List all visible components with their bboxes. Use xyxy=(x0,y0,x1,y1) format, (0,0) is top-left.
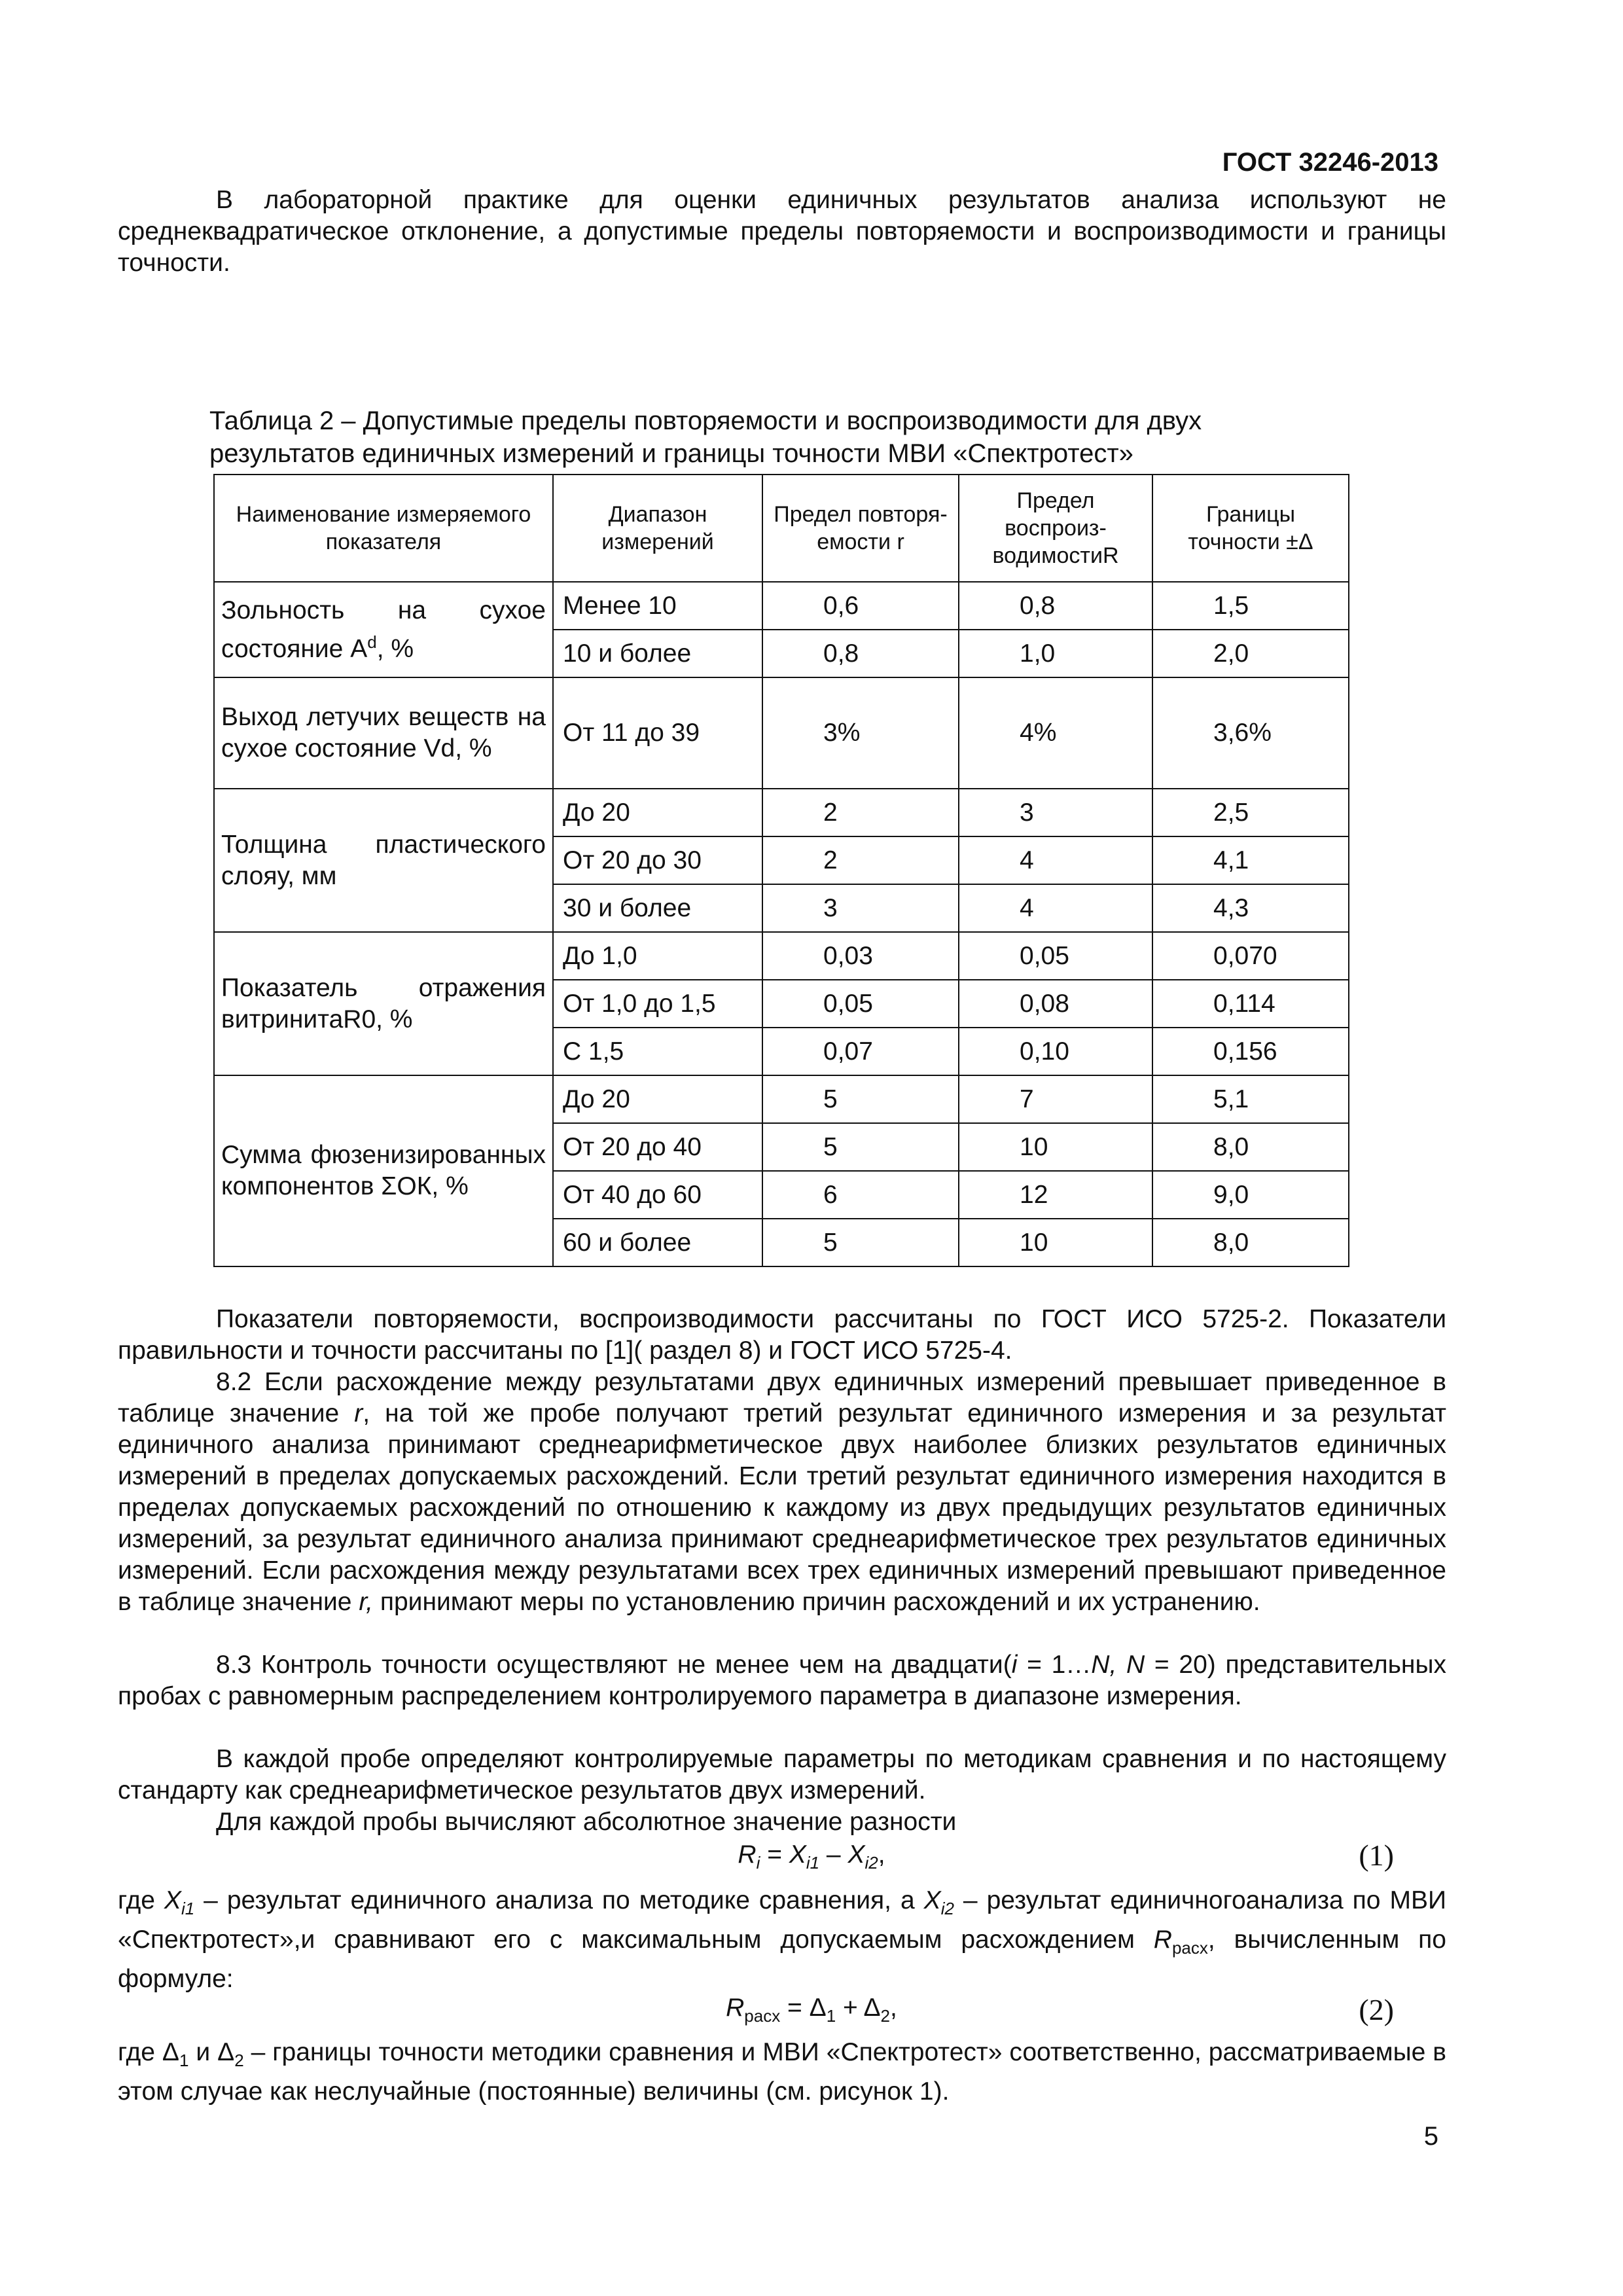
cell-r: 0,8 xyxy=(762,630,959,677)
row-name: Выход летучих веществ на сухое состояние Vd, % xyxy=(214,677,553,789)
cell-range: С 1,5 xyxy=(553,1028,762,1075)
cell-delta: 1,5 xyxy=(1152,582,1349,630)
cell-delta: 0,070 xyxy=(1152,932,1349,980)
row-name: Показатель отражения витринитаR0, % xyxy=(214,932,553,1075)
cell-R: 0,08 xyxy=(959,980,1152,1028)
cell-R: 4% xyxy=(959,677,1152,789)
cell-delta: 2,5 xyxy=(1152,789,1349,836)
cell-range: 60 и более xyxy=(553,1219,762,1266)
cell-r: 0,6 xyxy=(762,582,959,630)
header-name: Наименование измеряемого показателя xyxy=(214,475,553,582)
cell-r: 3% xyxy=(762,677,959,789)
header-range: Диапазон измерений xyxy=(553,475,762,582)
table-2 xyxy=(213,474,1349,1267)
cell-delta: 0,114 xyxy=(1152,980,1349,1028)
row-name: Сумма фюзенизированных компонентов ΣОК, % xyxy=(214,1075,553,1266)
cell-r: 6 xyxy=(762,1171,959,1219)
cell-r: 0,05 xyxy=(762,980,959,1028)
header-R: Предел воспроиз- водимостиR xyxy=(959,475,1152,582)
where-paragraph-2: где $\Delta_1$ и $\Delta_2$ – границы точности методики сравнения и МВИ «Спектротест» соответственно, рассматриваемые в этом случае как неслучайные (постоянные) величины (см. рисунок 1). xyxy=(118,2038,1446,2106)
cell-r: 3 xyxy=(762,884,959,932)
cell-range: От 11 до 39 xyxy=(553,677,762,789)
table-row xyxy=(214,677,1349,789)
formula-2: $R_{расх} = \Delta_1 + \Delta_2$, xyxy=(726,1994,897,2026)
table-row xyxy=(214,789,1349,836)
intro-paragraph: В лабораторной практике для оценки единичных результатов анализа используют не среднеквадратическое отклонение, а допустимые пределы повторяемости и воспроизводимости и границы точности. xyxy=(118,186,1446,277)
document-code: ГОСТ 32246-2013 xyxy=(1222,148,1438,177)
each-sample-paragraph: В каждой пробе определяют контролируемые параметры по методикам сравнения и по настоящему стандарту как среднеарифметическое результатов двух измерений. xyxy=(118,1745,1446,1804)
cell-R: 3 xyxy=(959,789,1152,836)
table-body xyxy=(214,582,1349,1266)
table-caption: Таблица 2 – Допустимые пределы повторяемости и воспроизводимости для двух результатов единичных измерений и границы точности МВИ «Спектротест» xyxy=(209,406,1202,468)
cell-r: 5 xyxy=(762,1123,959,1171)
table-header-row xyxy=(214,475,1349,582)
cell-range: 30 и более xyxy=(553,884,762,932)
cell-R: 0,10 xyxy=(959,1028,1152,1075)
header-delta: Границы точности ±Δ xyxy=(1152,475,1349,582)
cell-range: От 1,0 до 1,5 xyxy=(553,980,762,1028)
cell-R: 10 xyxy=(959,1219,1152,1266)
cell-delta: 8,0 xyxy=(1152,1219,1349,1266)
cell-R: 1,0 xyxy=(959,630,1152,677)
cell-range: До 20 xyxy=(553,789,762,836)
cell-delta: 3,6% xyxy=(1152,677,1349,789)
formula-1: $R_i = X_{i1} - X_{i2}$, xyxy=(738,1840,885,1873)
abs-difference-paragraph: Для каждой пробы вычисляют абсолютное значение разности xyxy=(216,1808,957,1836)
cell-range: До 20 xyxy=(553,1075,762,1123)
row-name: Толщина пластического слояу, мм xyxy=(214,789,553,932)
clause-8-3: 8.3 Контроль точности осуществляют не менее чем на двадцати(i = 1…N, N = 20) представительных пробах с равномерным распределением контролируемого параметра в диапазоне измерения. xyxy=(118,1651,1446,1710)
cell-r: 2 xyxy=(762,836,959,884)
cell-R: 4 xyxy=(959,884,1152,932)
page-number: 5 xyxy=(1423,2122,1438,2151)
cell-range: 10 и более xyxy=(553,630,762,677)
table-row xyxy=(214,582,1349,630)
cell-r: 5 xyxy=(762,1075,959,1123)
cell-r: 2 xyxy=(762,789,959,836)
where-paragraph-1: где $X_{i1}$ – результат единичного анализа по методике сравнения, а $X_{i2}$ – результат единичногоанализа по МВИ «Спектротест»,и сравнивают его с максимальным допускаемым расхождением $R_{расх}$, вычисленным по формуле: xyxy=(118,1886,1446,1993)
cell-delta: 8,0 xyxy=(1152,1123,1349,1171)
cell-delta: 9,0 xyxy=(1152,1171,1349,1219)
cell-R: 10 xyxy=(959,1123,1152,1171)
cell-R: 4 xyxy=(959,836,1152,884)
cell-R: 0,05 xyxy=(959,932,1152,980)
header-r: Предел повторя- емости r xyxy=(762,475,959,582)
table-row xyxy=(214,1075,1349,1123)
table-row xyxy=(214,932,1349,980)
row-name: Зольность на сухое состояние $A^d$, % xyxy=(214,582,553,677)
clause-8-2: 8.2 Если расхождение между результатами двух единичных измерений превышает приведенное в таблице значение r, на той же пробе получают третий результат единичного измерения и за результат единичного анализа принимают среднеарифметическое двух наиболее близких результатов единичных измерений в пределах допускаемых расхождений. Если третий результат единичного измерения находится в пределах допускаемых расхождений по отношению к каждому из двух предыдущих результатов единичных измерений, за результат единичного анализа принимают среднеарифметическое трех результатов единичных измерений. Если расхождения между результатами всех трех единичных измерений превышают приведенное в таблице значение r, принимают меры по установлению причин расхождений и их устранению. xyxy=(118,1368,1447,1616)
cell-range: От 20 до 30 xyxy=(553,836,762,884)
cell-delta: 2,0 xyxy=(1152,630,1349,677)
formula-2-number: (2) xyxy=(1359,1993,1394,2026)
cell-range: От 20 до 40 xyxy=(553,1123,762,1171)
cell-R: 7 xyxy=(959,1075,1152,1123)
cell-R: 0,8 xyxy=(959,582,1152,630)
cell-range: От 40 до 60 xyxy=(553,1171,762,1219)
cell-r: 0,03 xyxy=(762,932,959,980)
cell-delta: 4,3 xyxy=(1152,884,1349,932)
formula-1-number: (1) xyxy=(1359,1839,1394,1872)
cell-range: Менее 10 xyxy=(553,582,762,630)
cell-range: До 1,0 xyxy=(553,932,762,980)
cell-r: 5 xyxy=(762,1219,959,1266)
cell-R: 12 xyxy=(959,1171,1152,1219)
indicators-paragraph: Показатели повторяемости, воспроизводимости рассчитаны по ГОСТ ИСО 5725-2. Показатели правильности и точности рассчитаны по [1]( раздел 8) и ГОСТ ИСО 5725-4. xyxy=(118,1305,1446,1365)
cell-delta: 5,1 xyxy=(1152,1075,1349,1123)
cell-delta: 0,156 xyxy=(1152,1028,1349,1075)
cell-delta: 4,1 xyxy=(1152,836,1349,884)
cell-r: 0,07 xyxy=(762,1028,959,1075)
